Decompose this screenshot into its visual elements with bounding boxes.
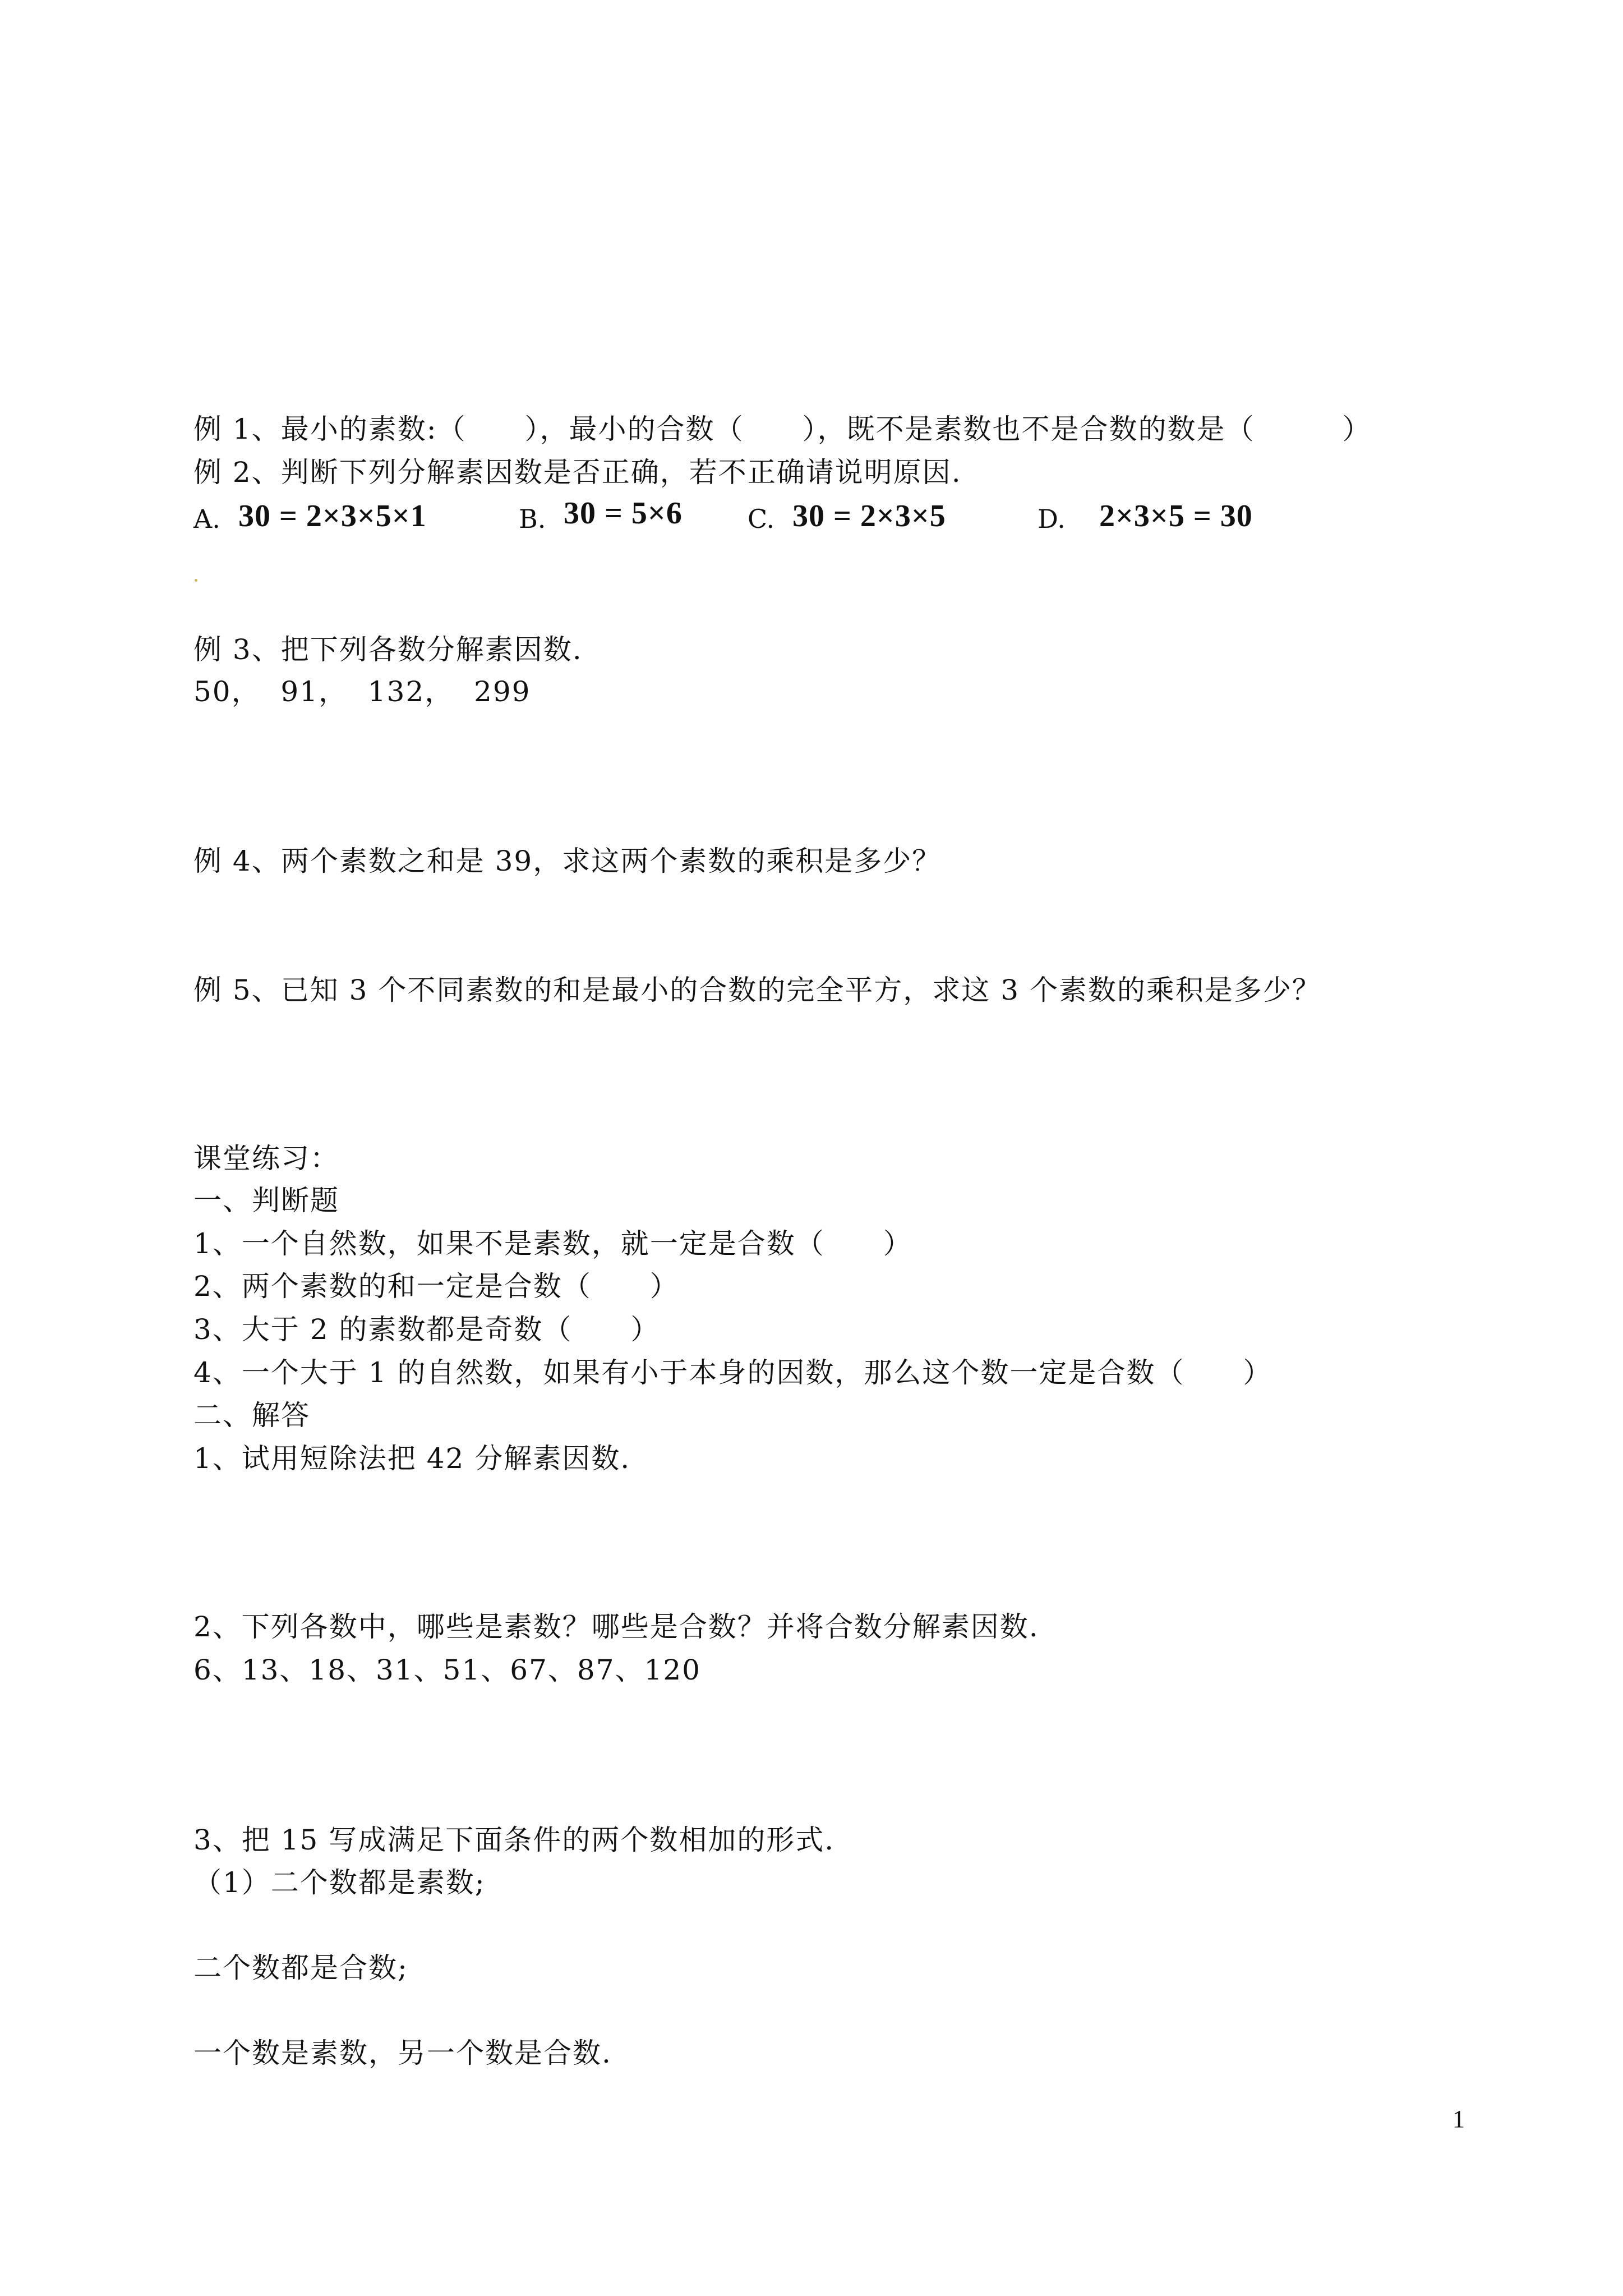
option-c-label: C. [748,504,775,534]
question-1: 1、试用短除法把 42 分解素因数. [193,1442,631,1475]
option-b-formula: 30 = 5×6 [564,496,683,531]
stray-mark [195,579,197,582]
judge-item-1: 1、一个自然数，如果不是素数，就一定是合数（ ） [193,1227,912,1260]
example-2: 例 2、判断下列分解素因数是否正确，若不正确请说明原因. [193,456,962,489]
judge-item-4: 4、一个大于 1 的自然数，如果有小于本身的因数，那么这个数一定是合数（ ） [193,1356,1272,1389]
option-c-formula: 30 = 2×3×5 [792,499,946,533]
judge-item-3: 3、大于 2 的素数都是奇数（ ） [193,1313,660,1346]
example-3-numbers: 50， 91， 132， 299 [193,675,531,708]
judge-item-2: 2、两个素数的和一定是合数（ ） [193,1270,679,1303]
option-a-formula: 30 = 2×3×5×1 [238,499,427,533]
option-a-label: A. [193,504,220,534]
example-1: 例 1、最小的素数:（ ），最小的合数（ ），既不是素数也不是合数的数是（ ） [193,413,1372,445]
question-2-numbers: 6、13、18、31、51、67、87、120 [193,1654,701,1686]
practice-heading: 课堂练习： [193,1142,339,1175]
example-5: 例 5、已知 3 个不同素数的和是最小的合数的完全平方，求这 3 个素数的乘积是多少？ [193,974,1321,1006]
section-1-title: 一、判断题 [193,1184,339,1217]
question-3-part-1: （1）二个数都是素数; [193,1866,486,1899]
option-d-label: D. [1038,504,1066,534]
question-3-part-2: 二个数都是合数; [193,1952,408,1984]
page-number: 1 [1453,2105,1465,2133]
question-2: 2、下列各数中，哪些是素数？哪些是合数？并将合数分解素因数. [193,1611,1039,1643]
option-d-formula: 2×3×5 = 30 [1099,499,1253,533]
option-b-label: B. [519,504,546,534]
question-3-part-3: 一个数是素数，另一个数是合数. [193,2037,612,2069]
example-3: 例 3、把下列各数分解素因数. [193,633,583,666]
example-4: 例 4、两个素数之和是 39，求这两个素数的乘积是多少？ [193,845,942,877]
section-2-title: 二、解答 [193,1399,310,1432]
question-3: 3、把 15 写成满足下面条件的两个数相加的形式. [193,1824,835,1856]
